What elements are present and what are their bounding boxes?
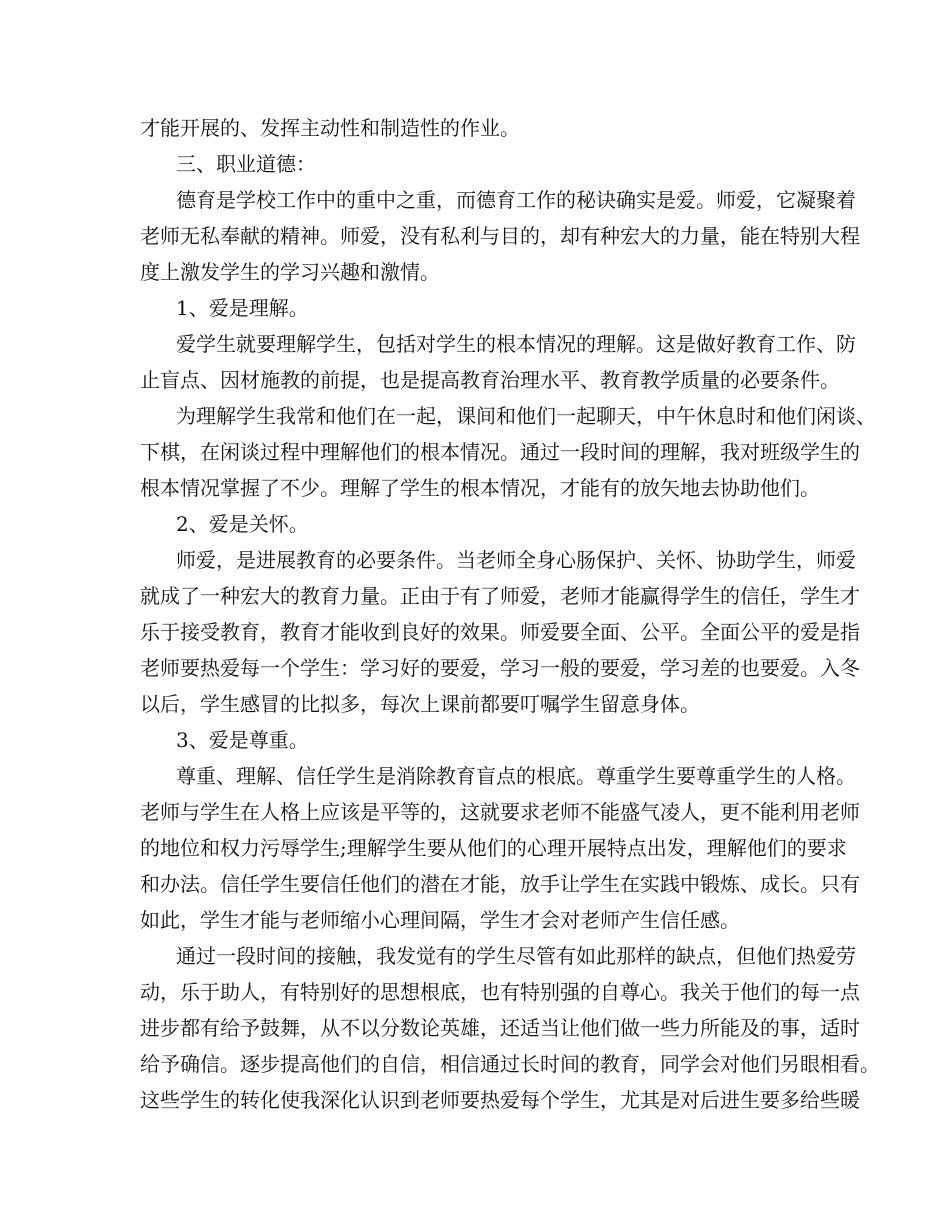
subheading: 3、爱是尊重。 <box>176 728 309 752</box>
text-line: 就成了一种宏大的教育力量。正由于有了师爱，老师才能赢得学生的信任，学生才 <box>140 584 860 608</box>
text-line: 下棋，在闲谈过程中理解他们的根本情况。通过一段时间的理解，我对班级学生的 <box>140 440 860 464</box>
text-line: 老师要热爱每一个学生：学习好的要爱，学习一般的要爱，学习差的也要爱。入冬 <box>140 656 860 680</box>
text-line: 才能开展的、发挥主动性和制造性的作业。 <box>140 116 520 140</box>
text-line: 以后，学生感冒的比拟多，每次上课前都要叮嘱学生留意身体。 <box>140 692 700 716</box>
text-line: 的地位和权力污辱学生;理解学生要从他们的心理开展特点出发，理解他们的要求 <box>140 836 847 860</box>
text-line: 爱学生就要理解学生，包括对学生的根本情况的理解。这是做好教育工作、防 <box>176 332 856 356</box>
subheading: 2、爱是关怀。 <box>176 512 309 536</box>
text-line: 进步都有给予鼓舞，从不以分数论英雄，还适当让他们做一些力所能及的事，适时 <box>140 1016 860 1040</box>
text-line: 老师与学生在人格上应该是平等的，这就要求老师不能盛气凌人，更不能利用老师 <box>140 800 860 824</box>
text-line: 老师无私奉献的精神。师爱，没有私利与目的，却有种宏大的力量，能在特别大程 <box>140 224 860 248</box>
text-line: 为理解学生我常和他们在一起，课间和他们一起聊天，中午休息时和他们闲谈、 <box>176 404 876 428</box>
text-line: 通过一段时间的接触，我发觉有的学生尽管有如此那样的缺点，但他们热爱劳 <box>176 944 856 968</box>
text-line: 尊重、理解、信任学生是消除教育盲点的根底。尊重学生要尊重学生的人格。 <box>176 764 856 788</box>
text-line: 和办法。信任学生要信任他们的潜在才能，放手让学生在实践中锻炼、成长。只有 <box>140 872 860 896</box>
text-line: 如此，学生才能与老师缩小心理间隔，学生才会对老师产生信任感。 <box>140 908 740 932</box>
section-heading: 三、职业道德： <box>176 152 316 176</box>
subheading: 1、爱是理解。 <box>176 296 309 320</box>
text-line: 度上激发学生的学习兴趣和激情。 <box>140 260 440 284</box>
text-line: 乐于接受教育，教育才能收到良好的效果。师爱要全面、公平。全面公平的爱是指 <box>140 620 860 644</box>
text-line: 给予确信。逐步提高他们的自信，相信通过长时间的教育，同学会对他们另眼相看。 <box>140 1052 880 1076</box>
text-line: 根本情况掌握了不少。理解了学生的根本情况，才能有的放矢地去协助他们。 <box>140 476 820 500</box>
text-line: 这些学生的转化使我深化认识到老师要热爱每个学生，尤其是对后进生要多给些暖 <box>140 1088 860 1112</box>
text-line: 止盲点、因材施教的前提，也是提高教育治理水平、教育教学质量的必要条件。 <box>140 368 840 392</box>
text-line: 师爱，是进展教育的必要条件。当老师全身心肠保护、关怀、协助学生，师爱 <box>176 548 856 572</box>
text-line: 动，乐于助人，有特别好的思想根底，也有特别强的自尊心。我关于他们的每一点 <box>140 980 860 1004</box>
text-line: 德育是学校工作中的重中之重，而德育工作的秘诀确实是爱。师爱，它凝聚着 <box>176 188 856 212</box>
